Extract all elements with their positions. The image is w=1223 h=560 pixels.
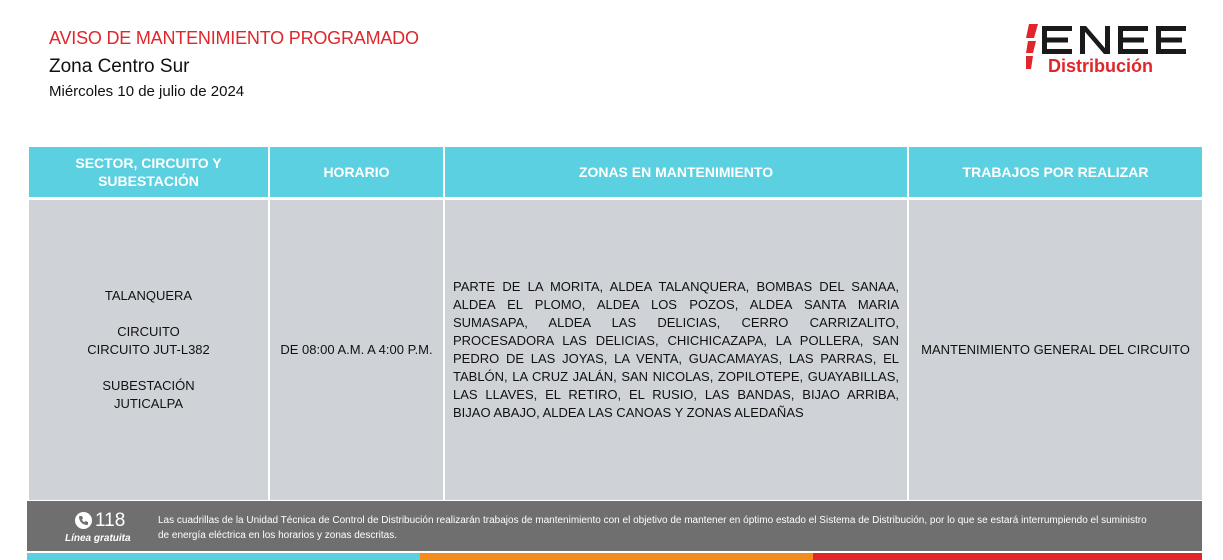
footer-notice: Las cuadrillas de la Unidad Técnica de Control de Distribución realizarán trabajos de mantenimiento con el objetivo de mantener en óptimo estado el Sistema de Distribución, por lo que se estará interrumpiendo el suministro de energía eléctrica en los horarios y zonas descritas. bbox=[158, 515, 1147, 541]
maintenance-table bbox=[27, 147, 1204, 500]
zones-cell: PARTE DE LA MORITA, ALDEA TALANQUERA, BOMBAS DEL SANAA, ALDEA EL PLOMO, ALDEA LOS POZOS, ALDEA SANTA MARIA SUMASAPA, ALDEA LAS DELICIAS, CERRO CARRIZALITO, PROCESADORA LAS DELICIAS, CHICHICAZAPA, LA POLLERA, SAN PEDRO DE LAS JOYAS, LA VENTA, GUACAMAYAS, LAS PARRAS, EL TABLÓN, LA CRUZ JALÁN, SAN NICOLAS, ZOPILOTEPE, GUAYABILLAS, LAS LLAVES, EL RETIRO, EL RUSIO, LAS BANDAS, BIJAO ARRIBA, BIJAO ABAJO, ALDEA LAS CANOAS Y ZONAS ALEDAÑAS bbox=[444, 199, 908, 501]
notice-date: Miércoles 10 de julio de 2024 bbox=[49, 83, 245, 100]
footer-bar-red bbox=[813, 553, 1202, 560]
notice-title: AVISO DE MANTENIMIENTO PROGRAMADO bbox=[49, 28, 419, 48]
schedule-cell: DE 08:00 A.M. A 4:00 P.M. bbox=[269, 199, 444, 501]
footer-bar-cyan bbox=[27, 553, 420, 560]
header-sector: SECTOR, CIRCUITO Y SUBESTACIÓN bbox=[28, 147, 269, 199]
logo-subtitle: Distribución bbox=[1048, 56, 1154, 76]
header-zones: ZONAS EN MANTENIMIENTO bbox=[444, 147, 908, 199]
header-schedule: HORARIO bbox=[269, 147, 444, 199]
footer-bar-orange bbox=[420, 553, 813, 560]
phone-icon bbox=[75, 512, 92, 529]
hotline-label: Línea gratuita bbox=[65, 533, 131, 544]
header-work: TRABAJOS POR REALIZAR bbox=[908, 147, 1203, 199]
circuit-label: CIRCUITO bbox=[117, 324, 180, 339]
substation-label: SUBESTACIÓN bbox=[102, 378, 195, 393]
zone-name: Zona Centro Sur bbox=[49, 56, 190, 77]
hotline-number: 118 bbox=[95, 510, 126, 531]
footer-banner bbox=[27, 501, 1202, 551]
sector-cell bbox=[28, 199, 269, 501]
substation-value: JUTICALPA bbox=[113, 396, 184, 411]
work-cell: MANTENIMIENTO GENERAL DEL CIRCUITO bbox=[908, 199, 1203, 501]
enee-logo bbox=[1026, 22, 1196, 76]
circuit-value: CIRCUITO JUT-L382 bbox=[87, 342, 210, 357]
table-row bbox=[28, 199, 1203, 501]
sector-name: TALANQUERA bbox=[104, 288, 193, 303]
